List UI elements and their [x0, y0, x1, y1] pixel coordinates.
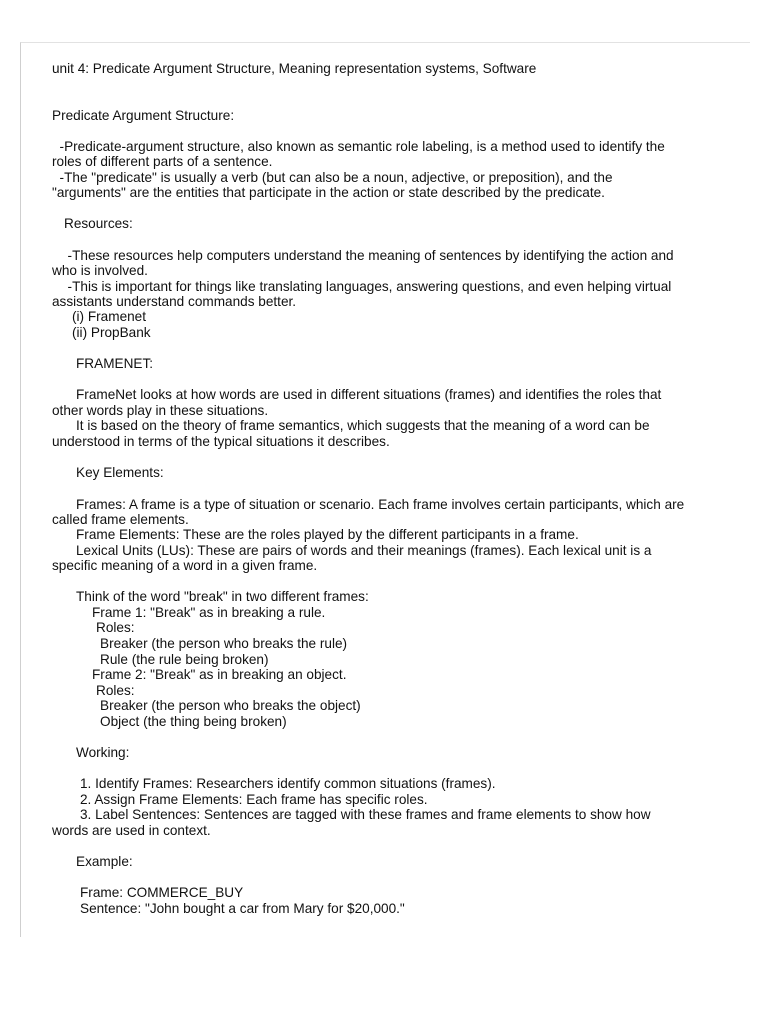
- subheading: Example:: [76, 854, 133, 869]
- text-line: specific meaning of a word in a given frame.: [52, 558, 318, 573]
- text-line: called frame elements.: [52, 512, 189, 527]
- subheading: Resources:: [64, 216, 133, 231]
- text-line: Think of the word "break" in two different frames:: [76, 589, 369, 604]
- text-line: Frames: A frame is a type of situation or scenario. Each frame involves certain participants, which are: [76, 497, 685, 512]
- text-line: FrameNet looks at how words are used in different situations (frames) and identifies the roles that: [76, 387, 662, 402]
- text-line: assistants understand commands better.: [52, 294, 297, 309]
- example-line: Sentence: "John bought a car from Mary for $20,000.": [80, 901, 405, 916]
- list-item: 2. Assign Frame Elements: Each frame has specific roles.: [80, 792, 428, 807]
- roles-label: Roles:: [96, 620, 135, 635]
- text-line: -The "predicate" is usually a verb (but can also be a noun, adjective, or preposition), and the: [52, 170, 613, 185]
- role-item: Breaker (the person who breaks the rule): [100, 636, 348, 651]
- text-line: roles of different parts of a sentence.: [52, 154, 273, 169]
- frame-line: Frame 2: "Break" as in breaking an object.: [92, 667, 347, 682]
- frame-line: Frame 1: "Break" as in breaking a rule.: [92, 605, 326, 620]
- subheading: Key Elements:: [76, 465, 164, 480]
- example-line: Frame: COMMERCE_BUY: [80, 885, 244, 900]
- text-line: -These resources help computers understand the meaning of sentences by identifying the action and: [60, 248, 674, 263]
- text-line: "arguments" are the entities that participate in the action or state described by the predicate.: [52, 185, 605, 200]
- subheading: FRAMENET:: [76, 356, 154, 371]
- text-line: who is involved.: [52, 263, 148, 278]
- list-item: (i) Framenet: [72, 309, 147, 324]
- text-line: understood in terms of the typical situations it describes.: [52, 434, 390, 449]
- text-line: -This is important for things like translating languages, answering questions, and even helping virtual: [60, 279, 672, 294]
- text-line: words are used in context.: [52, 823, 211, 838]
- list-item: 3. Label Sentences: Sentences are tagged with these frames and frame elements to show how: [80, 807, 651, 822]
- role-item: Object (the thing being broken): [100, 714, 287, 729]
- role-item: Breaker (the person who breaks the object): [100, 698, 361, 713]
- list-item: 1. Identify Frames: Researchers identify common situations (frames).: [80, 776, 496, 791]
- text-line: Lexical Units (LUs): These are pairs of words and their meanings (frames). Each lexical unit is a: [76, 543, 652, 558]
- text-line: other words play in these situations.: [52, 403, 269, 418]
- doc-title: unit 4: Predicate Argument Structure, Meaning representation systems, Software: [52, 61, 537, 76]
- role-item: Rule (the rule being broken): [100, 652, 269, 667]
- text-line: Frame Elements: These are the roles played by the different participants in a frame.: [76, 527, 579, 542]
- list-item: (ii) PropBank: [72, 325, 151, 340]
- text-line: -Predicate-argument structure, also known as semantic role labeling, is a method used to identify the: [52, 139, 665, 154]
- roles-label: Roles:: [96, 683, 135, 698]
- subheading: Working:: [76, 745, 130, 760]
- text-line: It is based on the theory of frame semantics, which suggests that the meaning of a word can be: [76, 418, 650, 433]
- section-heading: Predicate Argument Structure:: [52, 108, 235, 123]
